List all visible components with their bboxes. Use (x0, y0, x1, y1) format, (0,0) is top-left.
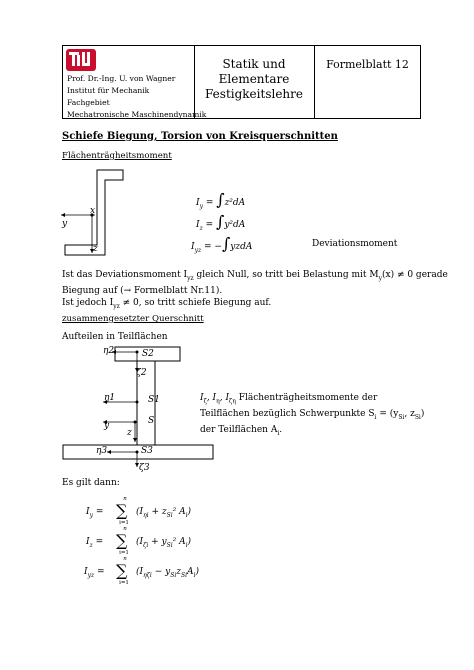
fig2-S3: S3 (141, 446, 153, 456)
formula-Iyz: $I_{yz}$ = −∫yzdA (191, 234, 253, 254)
fig2-z: z (127, 428, 132, 438)
fig1-label-x: x (90, 206, 96, 216)
fig2-zeta2: ζ2 (136, 368, 147, 378)
header-box (62, 45, 421, 119)
author-name: Prof. Dr.-Ing. U. von Wagner (67, 74, 176, 83)
sum-formula-Iz: $I_z$ = n ∑ i=1 ($I_{\zeta i} + y_{Si}^2$ $A_i$) (86, 526, 192, 556)
fig2-y: y (104, 421, 110, 431)
section-title: Schiefe Biegung, Torsion von Kreisquerschnitten (62, 131, 338, 142)
deviation-label: Deviationsmoment (312, 239, 398, 249)
department-name: Mechatronische Maschinendynamik (67, 110, 207, 119)
tu-logo-icon (66, 49, 96, 71)
sum-formula-Iy: $I_y$ = n ∑ i=1 ($I_{\eta i} + z_{Si}^2$ $A_i$) (86, 496, 192, 526)
fig2-S: S (148, 416, 155, 426)
subsection-zusammengesetzt: zusammengesetzter Querschnitt (62, 314, 204, 324)
fig2-S2: S2 (142, 349, 154, 359)
fig2-zeta3: ζ3 (139, 463, 150, 473)
header-title-cell (194, 46, 315, 118)
fig1-label-y: y (62, 219, 68, 229)
composite-section-figure (55, 342, 220, 477)
subsection-flaechentraegheit: Flächenträgheitsmoment (62, 151, 172, 161)
institute-name: Institut für Mechanik (67, 86, 150, 95)
fig1-label-z: z (93, 244, 98, 254)
sum-formula-Iyz: $I_{yz}$ = n ∑ i=1 $(I_{\eta\zeta i} - y_{Si}z_{Si}A_i)$ (84, 556, 199, 586)
header-author-cell (63, 46, 207, 119)
sheet-number: Formelblatt 12 (326, 58, 409, 71)
fig2-eta2: η2 (103, 346, 115, 356)
fig2-eta3: η3 (96, 446, 108, 456)
fach-label: Fachgebiet (67, 98, 110, 107)
formula-Iz: $I_z = \int y^2dA$ (196, 212, 246, 232)
teilflaechen-description: $I_\zeta$, $I_\eta$, $I_{\zeta\eta}$ Flächenträgheitsmomente der Teilflächen bezüglich Schwerpunkte $S_i = (y_{Si}$, $z_{Si}$) der Teilflächen $A_i$. (200, 393, 425, 437)
fig2-eta1: η1 (104, 393, 116, 403)
fig2-S1: S1 (148, 395, 160, 405)
aufteilen-text: Aufteilen in Teilflächen (62, 332, 168, 342)
header-author-block (67, 73, 206, 121)
z-profile-figure (55, 165, 135, 270)
page-title: Statik und Elementare Festigkeitslehre (205, 57, 303, 101)
formula-Iy: $I_y = \int z^2dA$ (196, 190, 246, 210)
es-gilt-text: Es gilt dann: (62, 478, 120, 488)
paragraph-biegung: Ist das Deviationsmoment $I_{yz}$ gleich Null, so tritt bei Belastung mit $M_y(x) \ne 0$ gerade Biegung auf (→ Formelblatt Nr.11). Ist jedoch $I_{yz} \ne 0$, so tritt schiefe Biegung auf. (62, 270, 448, 310)
